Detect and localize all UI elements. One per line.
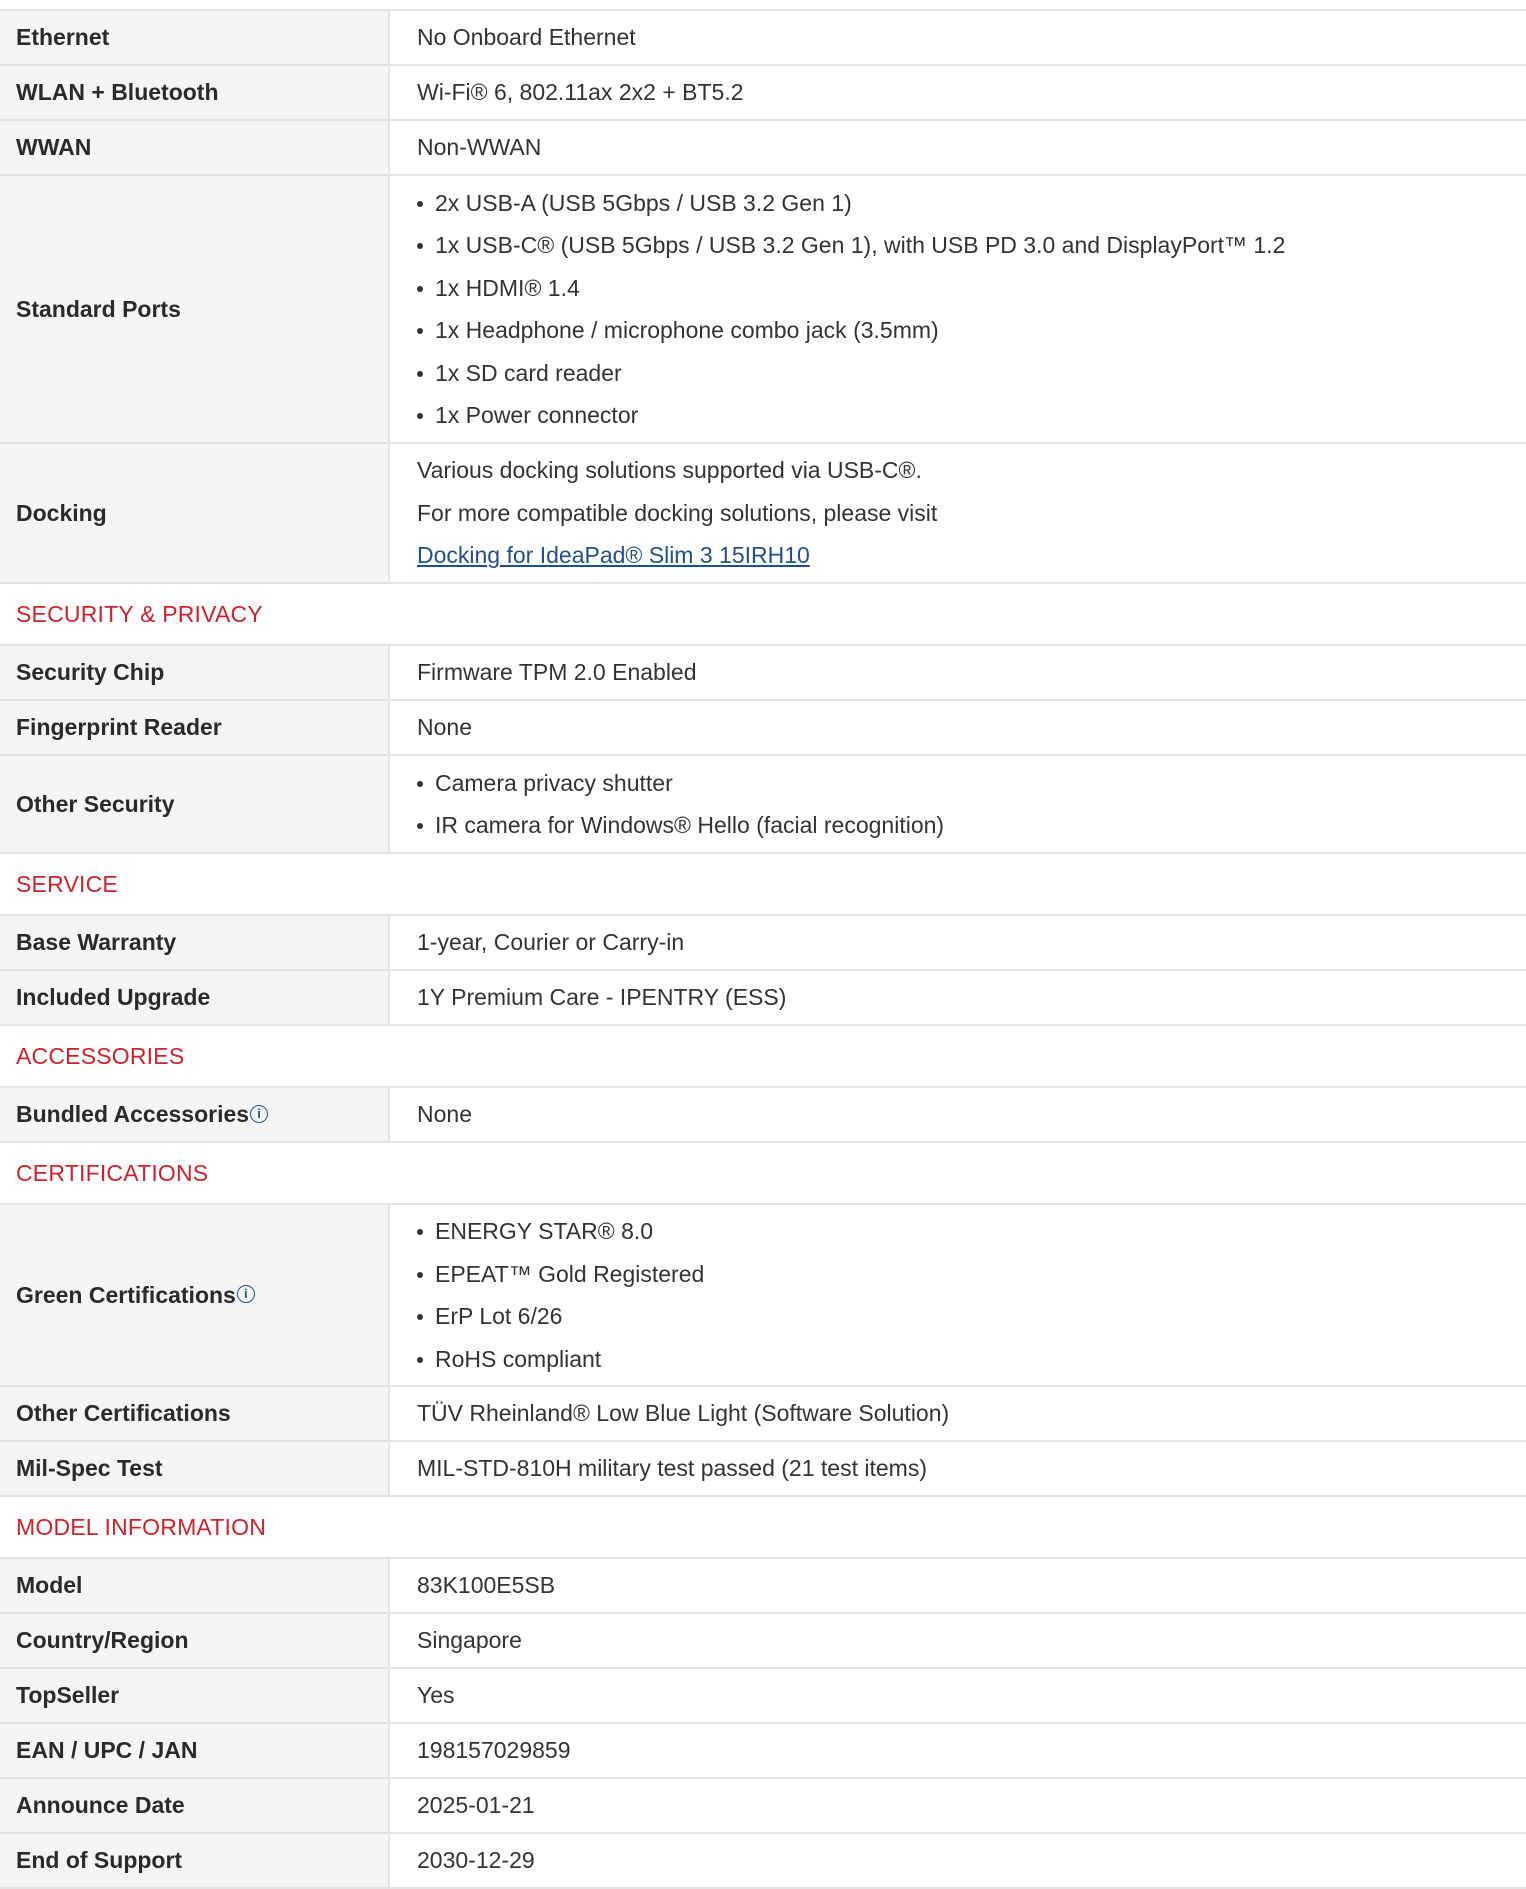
section-title-certifications: CERTIFICATIONS: [0, 1143, 1526, 1205]
spec-row-fingerprint: [0, 701, 1526, 756]
section-title-model-information: MODEL INFORMATION: [0, 1497, 1526, 1559]
spec-row-green-certifications: [0, 1205, 1526, 1387]
spec-label: Announce Date: [0, 1779, 390, 1832]
spec-value: MIL-STD-810H military test passed (21 test items): [417, 1455, 927, 1481]
ports-list: [399, 182, 1526, 437]
spec-value: [390, 1205, 1526, 1385]
spec-row-bundled-accessories: [0, 1088, 1526, 1143]
spec-row-base-warranty: [0, 916, 1526, 971]
docking-link[interactable]: Docking for IdeaPad® Slim 3 15IRH10: [417, 542, 810, 569]
spec-value: None: [417, 1101, 472, 1127]
spec-label: Base Warranty: [0, 916, 390, 969]
spec-row-announce-date: [0, 1779, 1526, 1834]
other-security-list: [399, 762, 1526, 847]
spec-value: 83K100E5SB: [417, 1572, 556, 1598]
spec-row-mil-spec: [0, 1442, 1526, 1497]
info-icon[interactable]: i: [250, 1105, 268, 1123]
spec-label: EAN / UPC / JAN: [0, 1724, 390, 1777]
spec-label: Country/Region: [0, 1614, 390, 1667]
spec-label: Other Certifications: [0, 1387, 390, 1440]
list-item: Camera privacy shutter: [417, 762, 1526, 805]
spec-row-included-upgrade: [0, 971, 1526, 1026]
spec-label: WWAN: [0, 121, 390, 174]
section-title-accessories: ACCESSORIES: [0, 1026, 1526, 1088]
spec-label: TopSeller: [0, 1669, 390, 1722]
spec-row-country-region: [0, 1614, 1526, 1669]
spec-row-docking: [0, 444, 1526, 584]
list-item: ErP Lot 6/26: [417, 1295, 1526, 1338]
spec-value: No Onboard Ethernet: [417, 24, 636, 50]
spec-value: Firmware TPM 2.0 Enabled: [417, 659, 697, 685]
docking-line-2: For more compatible docking solutions, please visit: [417, 499, 938, 526]
spec-value: 2025-01-21: [417, 1792, 535, 1818]
spec-label: Mil-Spec Test: [0, 1442, 390, 1495]
top-spacer: [0, 0, 1526, 9]
spec-value: [390, 444, 1526, 582]
spec-row-standard-ports: [0, 176, 1526, 444]
spec-value: Wi-Fi® 6, 802.11ax 2x2 + BT5.2: [417, 79, 744, 105]
spec-value: Non-WWAN: [417, 134, 542, 160]
spec-row-other-certifications: [0, 1387, 1526, 1442]
spec-row-wwan: [0, 121, 1526, 176]
spec-value: Yes: [417, 1682, 455, 1708]
spec-label: Model: [0, 1559, 390, 1612]
spec-table: [0, 9, 1526, 1889]
spec-label: Fingerprint Reader: [0, 701, 390, 754]
list-item: 1x USB-C® (USB 5Gbps / USB 3.2 Gen 1), with USB PD 3.0 and DisplayPort™ 1.2: [417, 224, 1526, 267]
list-item: 1x Power connector: [417, 394, 1526, 437]
list-item: IR camera for Windows® Hello (facial recognition): [417, 804, 1526, 847]
section-title-service: SERVICE: [0, 854, 1526, 916]
green-cert-list: [399, 1210, 1526, 1380]
spec-row-other-security: [0, 756, 1526, 854]
spec-label: Docking: [0, 444, 390, 582]
spec-row-topseller: [0, 1669, 1526, 1724]
list-item: 2x USB-A (USB 5Gbps / USB 3.2 Gen 1): [417, 182, 1526, 225]
list-item: ENERGY STAR® 8.0: [417, 1210, 1526, 1253]
spec-value: TÜV Rheinland® Low Blue Light (Software Solution): [417, 1400, 950, 1426]
spec-label: Included Upgrade: [0, 971, 390, 1024]
spec-value: [390, 176, 1526, 442]
spec-row-model: [0, 1559, 1526, 1614]
info-icon[interactable]: i: [237, 1285, 255, 1303]
spec-row-wlan: [0, 66, 1526, 121]
list-item: RoHS compliant: [417, 1338, 1526, 1381]
spec-value: 198157029859: [417, 1737, 571, 1763]
docking-line-1: Various docking solutions supported via USB-C®.: [417, 457, 922, 484]
spec-label: End of Support: [0, 1834, 390, 1887]
spec-value: Singapore: [417, 1627, 522, 1653]
spec-label: Security Chip: [0, 646, 390, 699]
spec-value: 2030-12-29: [417, 1847, 535, 1873]
spec-value: 1-year, Courier or Carry-in: [417, 929, 685, 955]
list-item: EPEAT™ Gold Registered: [417, 1253, 1526, 1296]
spec-label: Ethernet: [0, 11, 390, 64]
section-title-security: SECURITY & PRIVACY: [0, 584, 1526, 646]
spec-value: [390, 756, 1526, 852]
spec-label-text: Bundled Accessories: [16, 1101, 250, 1127]
list-item: 1x Headphone / microphone combo jack (3.5mm): [417, 309, 1526, 352]
spec-label-text: Green Certifications: [16, 1281, 236, 1308]
spec-label: WLAN + Bluetooth: [0, 66, 390, 119]
spec-value: None: [417, 714, 472, 740]
list-item: 1x SD card reader: [417, 352, 1526, 395]
spec-label: Other Security: [0, 756, 390, 852]
spec-row-ean-upc-jan: [0, 1724, 1526, 1779]
spec-row-ethernet: [0, 11, 1526, 66]
spec-value: 1Y Premium Care - IPENTRY (ESS): [417, 984, 787, 1010]
spec-label: [0, 1205, 390, 1385]
list-item: 1x HDMI® 1.4: [417, 267, 1526, 310]
spec-row-end-of-support: [0, 1834, 1526, 1889]
spec-row-security-chip: [0, 646, 1526, 701]
spec-label: Standard Ports: [0, 176, 390, 442]
spec-label: [0, 1088, 390, 1141]
